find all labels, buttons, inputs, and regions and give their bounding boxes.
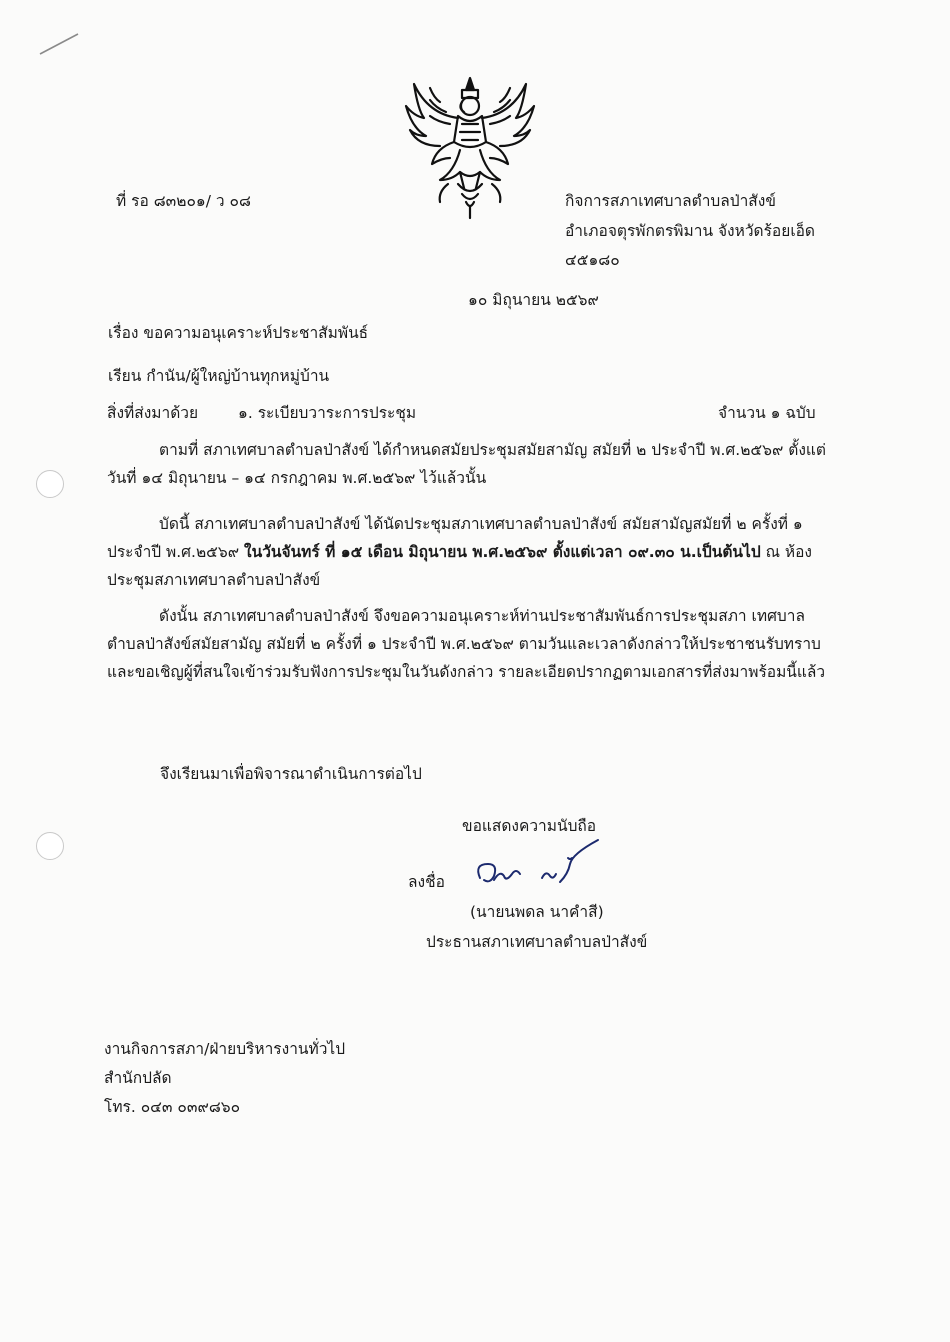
garuda-emblem-icon [400,72,540,222]
paragraph-2-text: บัดนี้ สภาเทศบาลตำบลป่าสังข์ ได้นัดประชุมสภาเทศบาลตำบลป่าสังข์ สมัยสามัญสมัยที่ ๒ ครั้งที่ ๑ ประจำปี พ.ศ.๒๕๖๙ [107,515,803,561]
signatory-position: ประธานสภาเทศบาลตำบลป่าสังข์ [426,933,648,951]
reference-number: ที่ รอ ๘๓๒๐๑/ ว ๐๘ [116,192,251,210]
enclosure-item: ๑. ระเบียบวาระการประชุม [238,404,417,422]
punch-hole-bottom [36,832,64,860]
punch-hole-top [36,470,64,498]
signatory-name: (นายนพดล นาคำสี) [470,903,604,921]
paragraph-1 [107,436,829,492]
enclosure-quantity: จำนวน ๑ ฉบับ [718,404,816,422]
meeting-venue: ณ ห้องประชุมสภาเทศบาลตำบลป่าสังข์ [107,543,812,589]
scan-scratch-mark [38,30,82,56]
footer-office: สำนักปลัด [104,1069,172,1087]
sender-org-line-1: กิจการสภาเทศบาลตำบลป่าสังข์ [565,192,776,210]
footer-department: งานกิจการสภา/ฝ่ายบริหารงานทั่วไป [104,1040,346,1058]
paragraph-3 [107,602,829,686]
meeting-date-time: ในวันจันทร์ ที่ ๑๕ เดือน มิถุนายน พ.ศ.๒๕๖๙ ตั้งแต่เวลา ๐๙.๓๐ น.เป็นต้นไป [244,543,761,561]
paragraph-1-text: ตามที่ สภาเทศบาลตำบลป่าสังข์ ได้กำหนดสมัยประชุมสมัยสามัญ สมัยที่ ๒ ประจำปี พ.ศ.๒๕๖๙ ตั้งแต่วันที่ ๑๔ มิถุนายน – ๑๔ กรกฎาคม พ.ศ.๒๕๖๙ ไว้แล้วนั้น [107,441,826,487]
recipient-line: เรียน กำนัน/ผู้ใหญ่บ้านทุกหมู่บ้าน [108,367,330,385]
sender-org-line-2: อำเภอจตุรพักตรพิมาน จังหวัดร้อยเอ็ด [565,222,815,240]
sender-postcode: ๔๕๑๘๐ [565,251,620,269]
enclosure-label: สิ่งที่ส่งมาด้วย [107,404,199,422]
letter-date: ๑๐ มิถุนายน ๒๕๖๙ [468,291,599,309]
footer-phone: โทร. ๐๔๓ ๐๓๙๘๖๐ [104,1098,241,1116]
paragraph-3-text: ดังนั้น สภาเทศบาลตำบลป่าสังข์ จึงขอความอนุเคราะห์ท่านประชาสัมพันธ์การประชุมสภา เทศบาลตำบลป่าสังข์สมัยสามัญ สมัยที่ ๒ ครั้งที่ ๑ ประจำปี พ.ศ.๒๕๖๙ ตามวันและเวลาดังกล่าวให้ประชาชนรับทราบและขอเชิญผู้ที่สนใจเข้าร่วมรับฟังการประชุมในวันดังกล่าว รายละเอียดปรากฏตามเอกสารที่ส่งมาพร้อมนี้แล้ว [107,607,826,681]
regards-line: ขอแสดงความนับถือ [462,817,597,835]
handwritten-signature-icon [470,836,610,896]
sign-label: ลงชื่อ [408,873,445,891]
paragraph-2 [107,510,829,594]
closing-sentence: จึงเรียนมาเพื่อพิจารณาดำเนินการต่อไป [160,765,422,783]
subject-line: เรื่อง ขอความอนุเคราะห์ประชาสัมพันธ์ [108,324,369,342]
